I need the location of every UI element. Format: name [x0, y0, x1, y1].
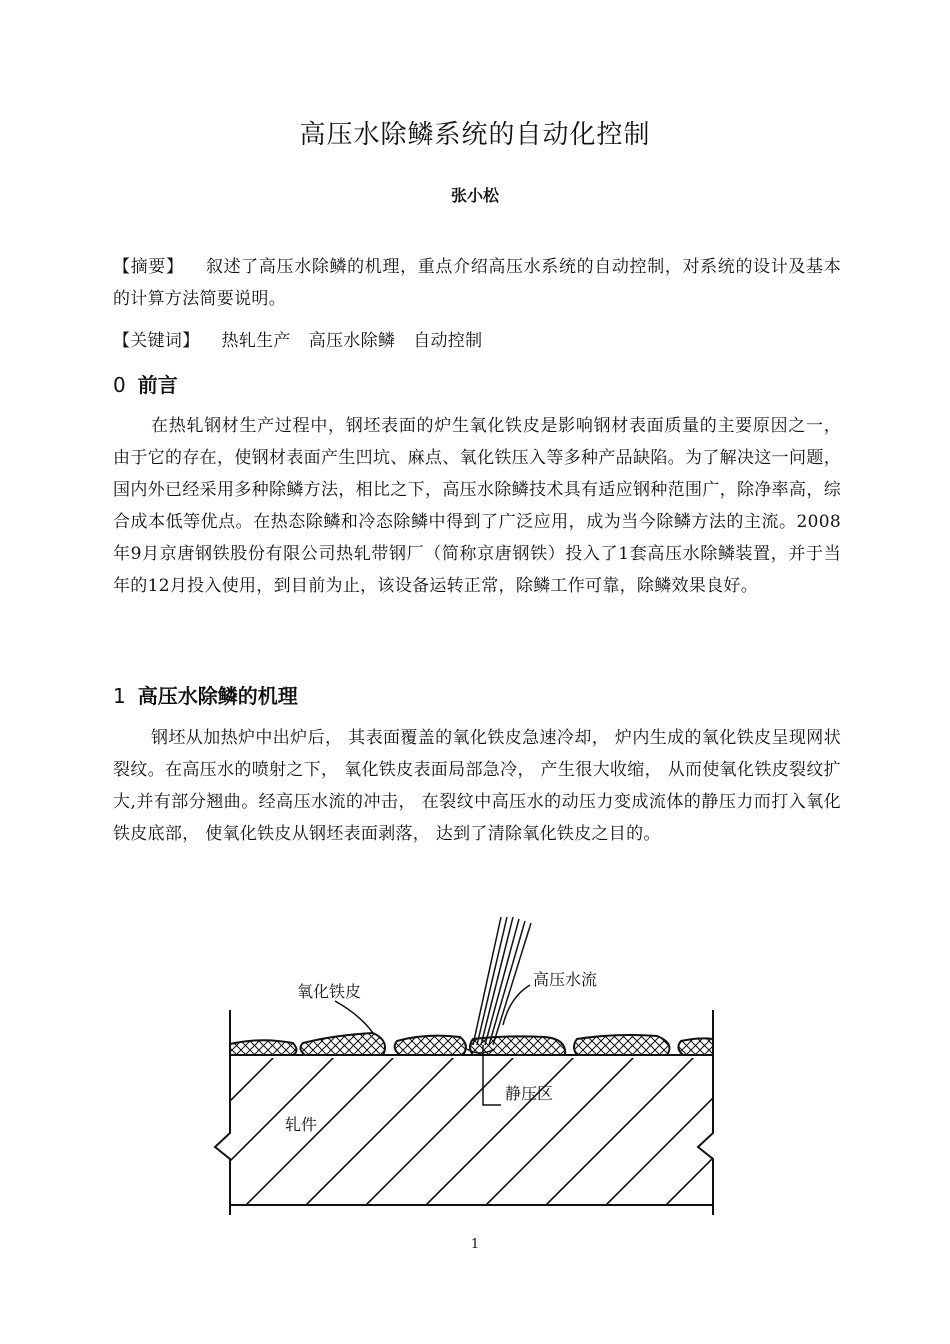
section-heading-1	[113, 680, 298, 709]
section-0-body: 在热轧钢材生产过程中，钢坯表面的炉生氧化铁皮是影响钢材表面质量的主要原因之一，由于它的存在，使钢材表面产生凹坑、麻点、氧化铁压入等多种产品缺陷。为了解决这一问题，国内外已经采用多种除鳞方法，相比之下，高压水除鳞技术具有适应钢种范围广，除净率高，综合成本低等优点。在热态除鳞和冷态除鳞中得到了广泛应用，成为当今除鳞方法的主流。2008年9月京唐钢铁股份有限公司热轧带钢厂（简称京唐钢铁）投入了1套高压水除鳞装置，并于当年的12月投入使用，到目前为止，该设备运转正常，除鳞工作可靠，除鳞效果良好。	[113, 416, 841, 596]
water-jet	[467, 917, 531, 1053]
page-number: 1	[470, 1237, 480, 1252]
keyword-item: 热轧生产	[221, 331, 291, 351]
abstract-text: 叙述了高压水除鳞的机理，重点介绍高压水系统的自动控制，对系统的设计及基本的计算方法简要说明。	[113, 257, 841, 309]
section-title: 前言	[137, 373, 178, 397]
author-name: 张小松	[450, 186, 499, 205]
section-1-body: 钢坯从加热炉中出炉后， 其表面覆盖的氧化铁皮急速冷却， 炉内生成的氧化铁皮呈现网状裂纹。在高压水的喷射之下， 氧化铁皮表面局部急冷， 产生很大收缩， 从而使氧化铁皮裂纹扩大,并有部分翘曲。经高压水流的冲击， 在裂纹中高压水的动压力变成流体的静压力而打入氧化铁皮底部， 使氧化铁皮从钢坯表面剥落， 达到了清除氧化铁皮之目的。	[113, 728, 841, 844]
section-number: 0	[113, 373, 126, 397]
keyword-item: 高压水除鳞	[308, 331, 396, 351]
label-water-jet: 高压水流	[533, 970, 598, 989]
abstract-paragraph	[113, 251, 841, 315]
descaling-mechanism-figure	[205, 915, 735, 1230]
keywords-label: 【关键词】	[113, 331, 200, 351]
keyword-item: 自动控制	[413, 331, 483, 351]
label-workpiece: 轧件	[285, 1115, 318, 1134]
section-heading-0	[113, 369, 178, 398]
page-title: 高压水除鳞系统的自动化控制	[299, 120, 651, 150]
label-oxide-scale: 氧化铁皮	[297, 982, 362, 1001]
label-static-zone: 静压区	[505, 1084, 554, 1103]
section-number: 1	[113, 684, 126, 708]
section-title: 高压水除鳞的机理	[137, 684, 298, 708]
keywords-line	[113, 325, 841, 357]
abstract-label: 【摘要】	[113, 257, 184, 277]
